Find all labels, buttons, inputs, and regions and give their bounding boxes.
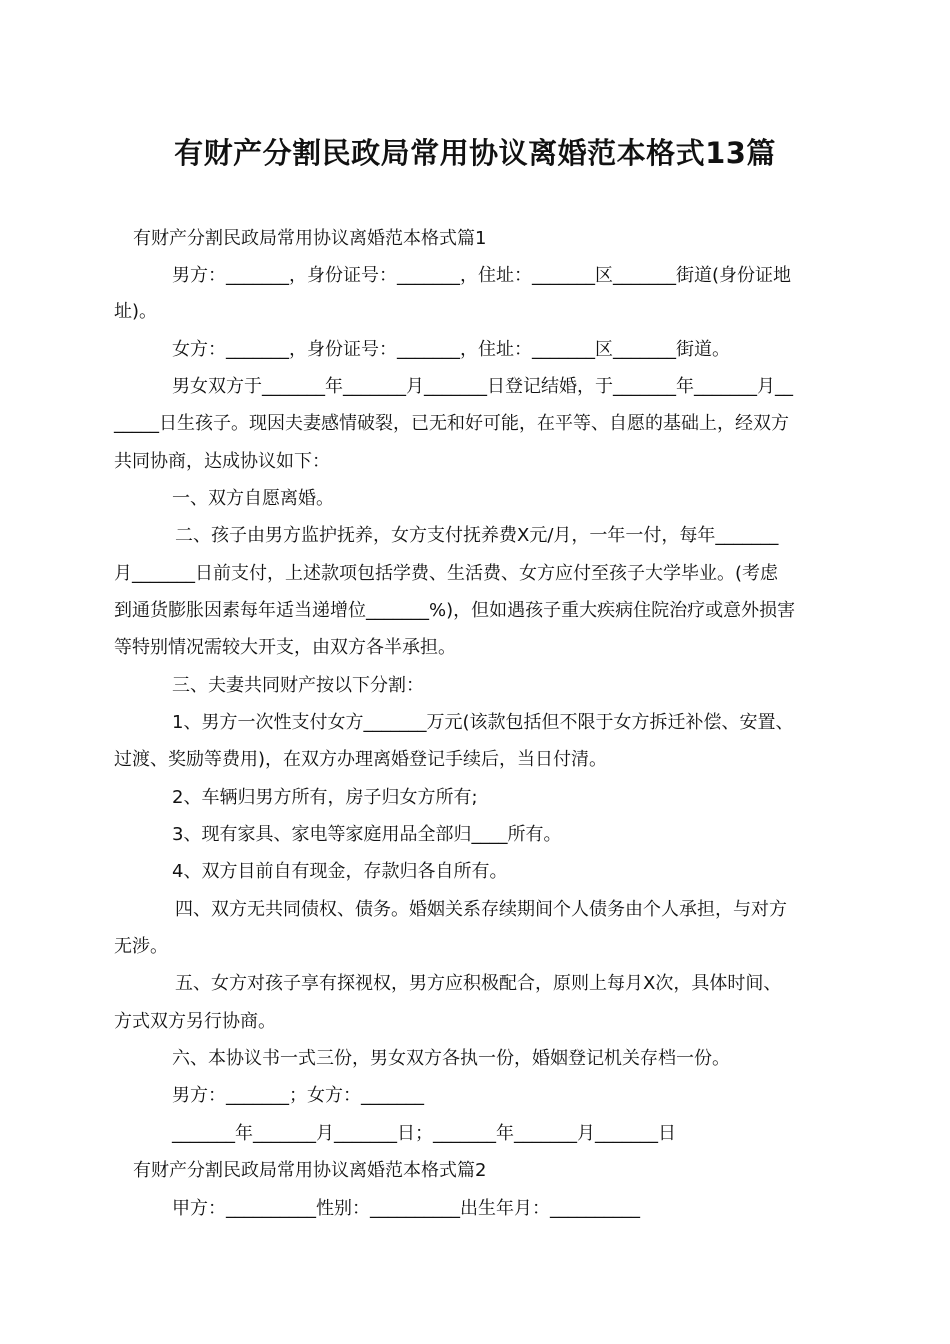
date-line: _______年_______月_______日；_______年_______月_______日: [172, 1123, 676, 1144]
paragraph-line: 男女双方于_______年_______月_______日登记结婚，于_______年_______月__: [172, 376, 793, 397]
paragraph-line: _____日生孩子。现因夫妻感情破裂，已无和好可能，在平等、自愿的基础上，经双方: [114, 413, 789, 434]
paragraph-line: 甲方：__________性别：__________出生年月：__________: [172, 1198, 640, 1219]
paragraph-line: 无涉。: [114, 936, 168, 957]
paragraph-line: 女方：_______，身份证号：_______，住址：_______区_______街道。: [172, 339, 730, 360]
paragraph-line: 到通货膨胀因素每年适当递增位_______%)，但如遇孩子重大疾病住院治疗或意外损害: [114, 600, 796, 621]
paragraph-line: 五、女方对孩子享有探视权，男方应积极配合，原则上每月X次，具体时间、: [175, 973, 782, 994]
paragraph-line: 三、夫妻共同财产按以下分割：: [172, 675, 424, 696]
paragraph-line: 男方：_______，身份证号：_______，住址：_______区_______街道(身份证地: [172, 265, 792, 286]
paragraph-line: 四、双方无共同债权、债务。婚姻关系存续期间个人债务由个人承担，与对方: [175, 899, 787, 920]
paragraph-line: 2、车辆归男方所有，房子归女方所有;: [172, 787, 478, 808]
paragraph-line: 4、双方目前自有现金，存款归各自所有。: [172, 861, 508, 882]
paragraph-line: 3、现有家具、家电等家庭用品全部归____所有。: [172, 824, 562, 845]
paragraph-line: 等特别情况需较大开支，由双方各半承担。: [114, 637, 456, 658]
paragraph-line: 一、双方自愿离婚。: [172, 488, 334, 509]
paragraph-line: 月_______日前支付，上述款项包括学费、生活费、女方应付至孩子大学毕业。(考虑: [114, 563, 779, 584]
paragraph-line: 六、本协议书一式三份，男女双方各执一份，婚姻登记机关存档一份。: [172, 1048, 730, 1069]
section-heading-2: 有财产分割民政局常用协议离婚范本格式篇2: [133, 1160, 487, 1181]
paragraph-line: 1、男方一次性支付女方_______万元(该款包括但不限于女方拆迁补偿、安置、: [172, 712, 794, 733]
document-title: 有财产分割民政局常用协议离婚范本格式13篇: [174, 136, 776, 170]
paragraph-line: 共同协商，达成协议如下：: [114, 451, 330, 472]
paragraph-line: 过渡、奖励等费用)，在双方办理离婚登记手续后，当日付清。: [114, 749, 608, 770]
paragraph-line: 址)。: [114, 301, 158, 322]
signature-line: 男方：_______；女方：_______: [172, 1085, 424, 1106]
paragraph-line: 二、孩子由男方监护抚养，女方支付抚养费X元/月，一年一付，每年_______: [175, 525, 779, 546]
section-heading-1: 有财产分割民政局常用协议离婚范本格式篇1: [133, 228, 487, 249]
paragraph-line: 方式双方另行协商。: [114, 1011, 276, 1032]
